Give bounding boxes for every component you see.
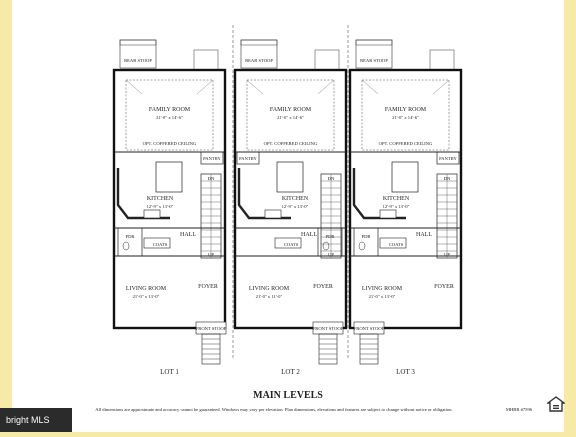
- kitchen-sink: [380, 210, 396, 218]
- front-steps: [202, 334, 220, 364]
- pdr-label: PDR: [325, 234, 335, 239]
- living-room-dim: 21'-0" x 13'-0": [132, 294, 160, 299]
- lot-label: LOT 1: [160, 368, 179, 376]
- rear-door: [430, 50, 454, 70]
- living-room-label: LIVING ROOM: [125, 286, 167, 292]
- ceiling-diag: [318, 80, 334, 94]
- foyer-label: FOYER: [198, 284, 218, 290]
- ceiling-diag: [362, 80, 378, 94]
- living-room-label: LIVING ROOM: [248, 286, 290, 292]
- stair-dn-label: DN: [443, 176, 451, 181]
- foyer-label: FOYER: [434, 284, 454, 290]
- ceiling-diag: [126, 80, 142, 94]
- family-room-label: FAMILY ROOM: [148, 107, 191, 113]
- foyer-label: FOYER: [313, 284, 333, 290]
- rear-stoop-rail: [356, 40, 392, 45]
- kitchen-label: KITCHEN: [382, 196, 410, 202]
- living-room-dim: 21'-0" x 13'-0": [368, 294, 396, 299]
- kitchen-island: [392, 162, 418, 192]
- ceiling-diag: [433, 80, 449, 94]
- unit-plan-lot-3: [350, 40, 461, 376]
- kitchen-label: KITCHEN: [281, 196, 309, 202]
- coffered-ceiling-label: OPT. COFFERED CEILING: [378, 141, 433, 146]
- unit-plan-lot-1: [114, 40, 227, 376]
- stairs: [437, 174, 457, 258]
- stair-dn-label: DN: [327, 176, 335, 181]
- rear-stoop: [356, 40, 392, 68]
- stairs: [201, 174, 221, 258]
- kitchen-dim: 12'-9" x 13'-0": [281, 204, 309, 209]
- pdr-label: PDR: [361, 234, 371, 239]
- rear-stoop-label: REAR STOOP: [245, 58, 273, 63]
- coffered-ceiling-label: OPT. COFFERED CEILING: [263, 141, 318, 146]
- hall-label: HALL: [301, 232, 317, 238]
- powder-room: [118, 228, 142, 256]
- toilet-icon: [123, 242, 129, 250]
- rear-stoop: [120, 40, 156, 68]
- stairs: [321, 174, 341, 258]
- kitchen-label: KITCHEN: [146, 196, 174, 202]
- front-stoop-label: FRONT STOOP: [195, 326, 227, 331]
- front-steps: [319, 334, 337, 364]
- front-stoop-label: FRONT STOOP: [312, 326, 344, 331]
- rear-door: [194, 50, 218, 70]
- rear-stoop: [241, 40, 277, 68]
- floor-plan-sheet: [12, 0, 564, 432]
- hall-label: HALL: [416, 232, 432, 238]
- rear-stoop-label: REAR STOOP: [360, 58, 388, 63]
- living-room-label: LIVING ROOM: [361, 286, 403, 292]
- living-room-dim: 21'-0" x 11'-0": [255, 294, 283, 299]
- mhbr-number: MHBR #7596: [505, 407, 533, 412]
- pantry-label: PANTRY: [439, 156, 457, 161]
- stair-up-label: UP: [328, 252, 334, 257]
- pantry-label: PANTRY: [203, 156, 221, 161]
- front-steps: [360, 334, 378, 364]
- coats-label: COATS: [152, 242, 168, 247]
- coats-label: COATS: [283, 242, 299, 247]
- kitchen-dim: 12'-9" x 13'-0": [146, 204, 174, 209]
- pdr-label: PDR: [125, 234, 135, 239]
- floor-plan-drawing: [12, 0, 564, 432]
- ceiling-diag: [247, 80, 263, 94]
- stair-up-label: UP: [208, 252, 214, 257]
- pantry-label: PANTRY: [239, 156, 257, 161]
- ceiling-diag: [197, 80, 213, 94]
- equal-housing-icon: [547, 396, 565, 412]
- coats-label: COATS: [388, 242, 404, 247]
- unit-plan-lot-2: [235, 40, 346, 376]
- toilet-icon: [323, 242, 329, 250]
- toilet-icon: [359, 242, 365, 250]
- coffered-ceiling-label: OPT. COFFERED CEILING: [142, 141, 197, 146]
- family-room-dim: 21'-0" x 14'-6": [156, 115, 183, 120]
- family-room-dim: 21'-0" x 14'-6": [277, 115, 304, 120]
- stair-up-label: UP: [444, 252, 450, 257]
- rear-stoop-rail: [120, 40, 156, 45]
- family-room-dim: 21'-0" x 14'-6": [392, 115, 419, 120]
- kitchen-dim: 12'-9" x 13'-0": [382, 204, 410, 209]
- watermark-badge: bright MLS: [0, 408, 72, 432]
- rear-stoop-rail: [241, 40, 277, 45]
- lot-label: LOT 3: [396, 368, 415, 376]
- kitchen-island: [156, 162, 182, 192]
- powder-room: [354, 228, 378, 256]
- hall-label: HALL: [180, 232, 196, 238]
- sheet-title: MAIN LEVELS: [253, 390, 323, 401]
- rear-door: [315, 50, 339, 70]
- family-room-label: FAMILY ROOM: [269, 107, 312, 113]
- kitchen-island: [277, 162, 303, 192]
- kitchen-sink: [144, 210, 160, 218]
- kitchen-sink: [265, 210, 281, 218]
- front-stoop-label: FRONT STOOP: [353, 326, 385, 331]
- footer-note: All dimensions are approximate and accuracy cannot be guaranteed. Windows may vary per elevation. Plan dimensions, elevations and features are subject to change without notice or obligation.: [95, 407, 453, 412]
- rear-stoop-label: REAR STOOP: [124, 58, 152, 63]
- lot-label: LOT 2: [281, 368, 300, 376]
- family-room-label: FAMILY ROOM: [384, 107, 427, 113]
- stair-dn-label: DN: [207, 176, 215, 181]
